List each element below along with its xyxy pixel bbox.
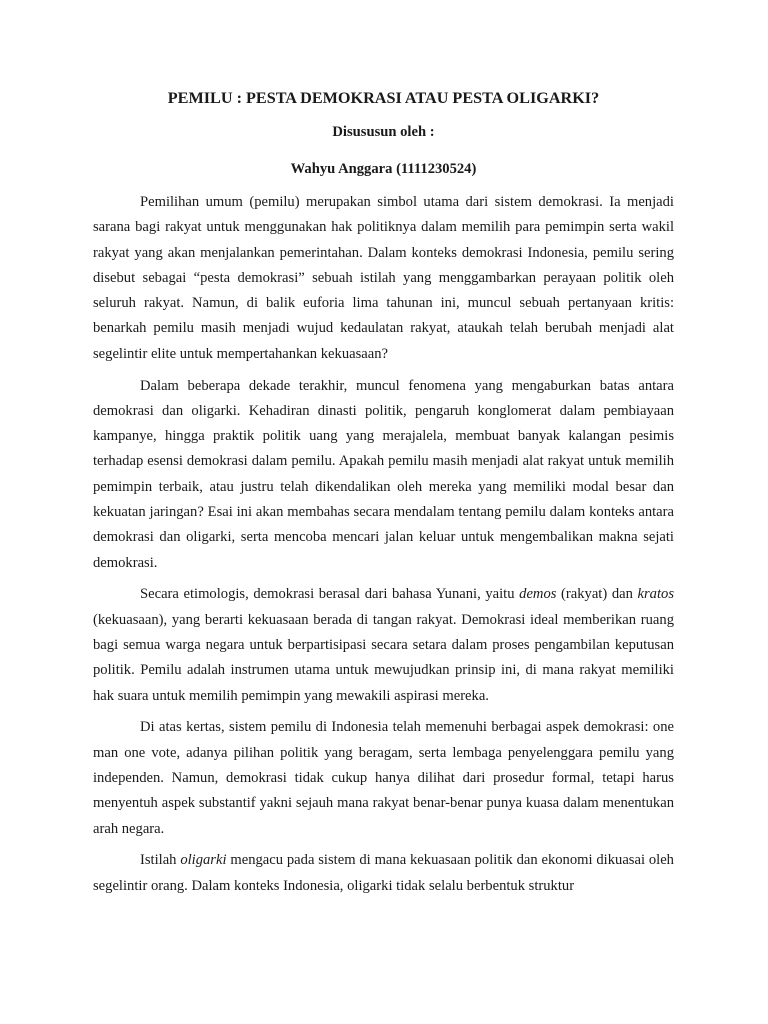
paragraph-3-text-a: Secara etimologis, demokrasi berasal dari bahasa Yunani, yaitu bbox=[140, 586, 520, 603]
paragraph-5 bbox=[93, 848, 674, 899]
document-page bbox=[93, 84, 674, 906]
paragraph-1: Pemilihan umum (pemilu) merupakan simbol utama dari sistem demokrasi. Ia menjadi sarana bagi rakyat untuk menggunakan hak politiknya dalam memilih para pemimpin serta wakil rakyat yang akan menjalankan pemerintahan. Dalam konteks demokrasi Indonesia, pemilu sering disebut sebagai “pesta demokrasi” sebuah istilah yang menggambarkan perayaan politik oleh seluruh rakyat. Namun, di balik euforia lima tahunan ini, muncul sebuah pertanyaan kritis: benarkah pemilu masih menjadi wujud kedaulatan rakyat, ataukah telah berubah menjadi alat segelintir elite untuk mempertahankan kekuasaan? bbox=[93, 194, 674, 362]
document-title: PEMILU : PESTA DEMOKRASI ATAU PESTA OLIGARKI? bbox=[167, 89, 600, 107]
paragraph-2: Dalam beberapa dekade terakhir, muncul fenomena yang mengaburkan batas antara demokrasi dan oligarki. Kehadiran dinasti politik, pengaruh konglomerat dalam pembiayaan kampanye, hingga praktik politik uang yang merajalela, membuat banyak kalangan pesimis terhadap esensi demokrasi dalam pemilu. Apakah pemilu masih menjadi alat rakyat untuk memilih pemimpin terbaik, atau justru telah dikendalikan oleh mereka yang memiliki modal besar dan kekuatan jaringan? Esai ini akan membahas secara mendalam tentang pemilu dalam konteks antara demokrasi dan oligarki, serta mencoba mencari jalan keluar untuk mengembalikan makna sejati demokrasi. bbox=[93, 377, 674, 571]
term-oligarki: oligarki bbox=[180, 852, 227, 869]
paragraph-3-text-c: (kekuasaan), yang berarti kekuasaan berada di tangan rakyat. Demokrasi ideal memberikan ruang bagi semua warga negara untuk berpartisipasi secara setara dalam proses pengambilan keputusan politik. Pemilu adalah instrumen utama untuk mewujudkan prinsip ini, di mana rakyat memiliki hak suara untuk memilih pemimpin yang mewakili aspirasi mereka. bbox=[93, 611, 674, 704]
author-name: Wahyu Anggara (1111230524) bbox=[290, 161, 477, 177]
paragraph-5-text-b: mengacu pada sistem di mana kekuasaan politik dan ekonomi dikuasai oleh segelintir orang. Dalam konteks Indonesia, oligarki tidak selalu berbentuk struktur bbox=[93, 852, 674, 894]
paragraph-4: Di atas kertas, sistem pemilu di Indonesia telah memenuhi berbagai aspek demokrasi: one man one vote, adanya pilihan politik yang beragam, serta lembaga penyelenggara pemilu yang independen. Namun, demokrasi tidak cukup hanya dilihat dari prosedur formal, tetapi harus menyentuh aspek substantif yakni sejauh mana rakyat benar-benar punya kuasa dalam menentukan arah negara. bbox=[93, 719, 674, 837]
term-kratos: kratos bbox=[637, 586, 674, 603]
paragraph-3-text-b: (rakyat) dan bbox=[556, 586, 638, 603]
term-demos: demos bbox=[519, 586, 557, 603]
byline-label: Disususun oleh : bbox=[332, 124, 435, 140]
paragraph-3 bbox=[93, 582, 674, 708]
paragraph-5-text-a: Istilah bbox=[140, 852, 181, 869]
